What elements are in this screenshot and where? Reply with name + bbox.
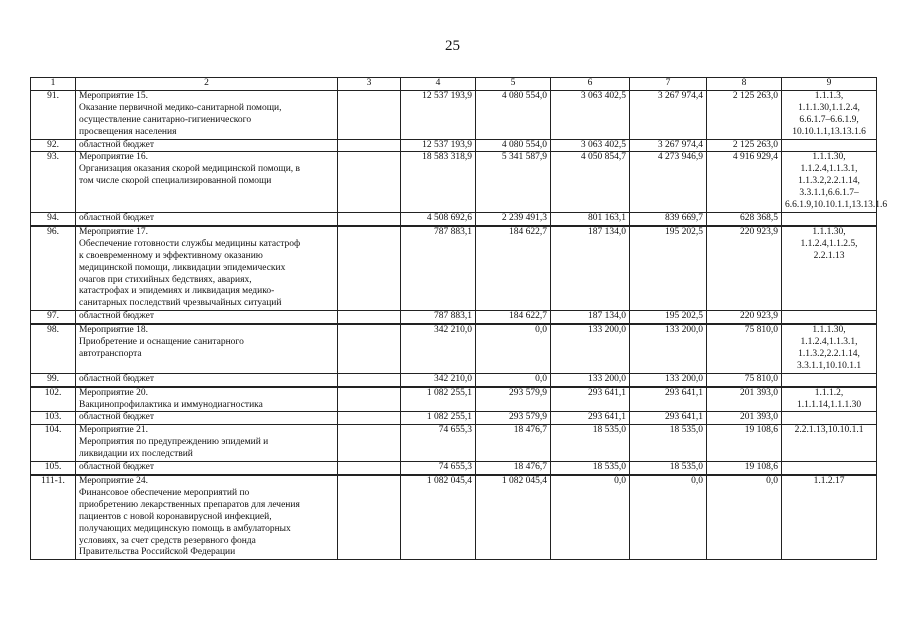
row-number: 96. (31, 226, 76, 311)
row-references (782, 387, 877, 412)
cell-col8: 75 810,0 (707, 324, 782, 373)
row-number: 93. (31, 152, 76, 213)
cell-col4: 342 210,0 (401, 324, 476, 373)
reference-line: 2.2.1.14, 3.3.1.1, (799, 176, 860, 199)
row-number: 102. (31, 387, 76, 412)
cell-col6: 801 163,1 (551, 212, 630, 225)
description-line: к своевременному и эффективному оказанию (79, 250, 263, 261)
description-line: очагов при стихийных бедствиях, авариях, (79, 274, 252, 285)
cell-col8: 220 923,9 (707, 311, 782, 324)
cell-col7: 195 202,5 (630, 311, 707, 324)
row-references (782, 311, 877, 324)
header-row (31, 78, 877, 91)
reference-line: 6.6.1.9, 10.10.1.1, (792, 114, 859, 137)
cell-col6: 187 134,0 (551, 311, 630, 324)
description-line: приобретению лекарственных препаратов для лечения (79, 499, 300, 510)
table-row (31, 412, 877, 425)
reference-line: 2.2.1.13, (794, 425, 828, 436)
cell-col3 (338, 412, 401, 425)
row-references (782, 462, 877, 475)
description-line: Обеспечение готовности службы медицины катастроф (79, 238, 301, 249)
row-references (782, 412, 877, 425)
description-line: получающих медицинскую помощь в амбулаторных (79, 523, 291, 534)
cell-col7: 133 200,0 (630, 373, 707, 386)
row-description (76, 475, 338, 560)
table-row (31, 373, 877, 386)
header-cell: 6 (551, 78, 630, 91)
reference-line: 1.1.1.30, 1.1.2.4, (800, 152, 846, 175)
description-line: санитарных последствий чрезвычайных ситуаций (79, 298, 282, 309)
header-cell: 1 (31, 78, 76, 91)
table-row (31, 324, 877, 373)
cell-col4: 787 883,1 (401, 311, 476, 324)
cell-col8: 0,0 (707, 475, 782, 560)
row-description (76, 139, 338, 152)
description-line: областной бюджет (79, 412, 155, 423)
cell-col5: 18 476,7 (476, 462, 551, 475)
row-description (76, 152, 338, 213)
description-line: Вакцинопрофилактика и иммунодиагностика (79, 399, 263, 410)
cell-col5: 4 080 554,0 (476, 90, 551, 139)
description-line: Организация оказания скорой медицинской помощи, в (79, 164, 301, 175)
row-references (782, 139, 877, 152)
description-line: Мероприятие 16. (79, 152, 149, 163)
header-cell: 3 (338, 78, 401, 91)
cell-col4: 12 537 193,9 (401, 139, 476, 152)
cell-col7: 18 535,0 (630, 425, 707, 462)
description-line: пациентов с новой коронавирусной инфекцией, (79, 511, 272, 522)
cell-col5: 5 341 587,9 (476, 152, 551, 213)
reference-line: 1.1.1.2, 1.1.1.14, (796, 387, 844, 410)
row-number: 104. (31, 425, 76, 462)
cell-col7: 133 200,0 (630, 324, 707, 373)
cell-col8: 19 108,6 (707, 462, 782, 475)
cell-col4: 1 082 255,1 (401, 387, 476, 412)
cell-col3 (338, 139, 401, 152)
table-row (31, 425, 877, 462)
cell-col6: 133 200,0 (551, 324, 630, 373)
description-line: Мероприятие 17. (79, 226, 149, 237)
row-description (76, 311, 338, 324)
table-body (31, 78, 888, 560)
table-row (31, 139, 877, 152)
row-number: 98. (31, 324, 76, 373)
description-line: Мероприятие 24. (79, 476, 149, 486)
cell-col6: 3 063 402,5 (551, 139, 630, 152)
cell-col8: 2 125 263,0 (707, 139, 782, 152)
table-row (31, 212, 877, 225)
cell-col7: 0,0 (630, 475, 707, 560)
row-description (76, 412, 338, 425)
reference-line: 10.10.1.1 (827, 425, 864, 436)
description-line: областной бюджет (79, 373, 155, 384)
row-description (76, 226, 338, 311)
table-row (31, 462, 877, 475)
cell-col5: 4 080 554,0 (476, 139, 551, 152)
cell-col4: 4 508 692,6 (401, 212, 476, 225)
description-line: Мероприятие 20. (79, 387, 149, 398)
row-number: 103. (31, 412, 76, 425)
cell-col3 (338, 152, 401, 213)
reference-line: 1.1.3.1, 1.1.3.2, (798, 164, 858, 187)
cell-col4: 1 082 255,1 (401, 412, 476, 425)
cell-col7: 3 267 974,4 (630, 90, 707, 139)
reference-line: 1.1.2.17 (813, 476, 845, 486)
reference-line: 1.1.2.5, 2.2.1.13 (813, 238, 858, 261)
cell-col4: 74 655,3 (401, 462, 476, 475)
cell-col3 (338, 425, 401, 462)
row-description (76, 212, 338, 225)
cell-col3 (338, 373, 401, 386)
row-number: 111-1. (31, 475, 76, 560)
row-references (782, 152, 888, 213)
description-line: автотранспорта (79, 348, 142, 359)
row-number: 97. (31, 311, 76, 324)
description-line: катастрофах и эпидемиях и ликвидация медико- (79, 286, 275, 297)
reference-line: 13.13.1.6 (851, 200, 888, 211)
description-line: Оказание первичной медико-санитарной помощи, (79, 102, 282, 113)
header-cell: 7 (630, 78, 707, 91)
cell-col7: 4 273 946,9 (630, 152, 707, 213)
cell-col7: 293 641,1 (630, 387, 707, 412)
header-cell: 9 (782, 78, 877, 91)
reference-line: 2.2.1.14, 3.3.1.1, (796, 348, 860, 371)
cell-col7: 195 202,5 (630, 226, 707, 311)
cell-col6: 133 200,0 (551, 373, 630, 386)
reference-line: 1.1.1.30, 1.1.2.4, (800, 325, 846, 348)
description-line: областной бюджет (79, 139, 155, 150)
cell-col5: 0,0 (476, 373, 551, 386)
cell-col8: 201 393,0 (707, 387, 782, 412)
header-cell: 2 (76, 78, 338, 91)
table-row (31, 152, 877, 213)
cell-col3 (338, 311, 401, 324)
cell-col4: 787 883,1 (401, 226, 476, 311)
description-line: Мероприятие 21. (79, 425, 149, 436)
cell-col5: 2 239 491,3 (476, 212, 551, 225)
cell-col8: 220 923,9 (707, 226, 782, 311)
cell-col8: 19 108,6 (707, 425, 782, 462)
cell-col3 (338, 90, 401, 139)
cell-col3 (338, 462, 401, 475)
cell-col3 (338, 475, 401, 560)
row-references (782, 324, 877, 373)
row-description (76, 462, 338, 475)
cell-col4: 18 583 318,9 (401, 152, 476, 213)
description-line: Приобретение и оснащение санитарного (79, 337, 244, 348)
description-line: Мероприятие 18. (79, 325, 149, 336)
row-description (76, 373, 338, 386)
table-row (31, 311, 877, 324)
reference-line: 10.10.1.1, (813, 200, 852, 211)
page-number: 25 (445, 38, 460, 54)
cell-col3 (338, 226, 401, 311)
cell-col4: 342 210,0 (401, 373, 476, 386)
cell-col4: 74 655,3 (401, 425, 476, 462)
description-line: медицинской помощи, ликвидации эпидемических (79, 262, 286, 273)
reference-line: 6.6.1.7–6.6.1.9, (785, 188, 859, 211)
row-description (76, 425, 338, 462)
row-references (782, 226, 877, 311)
description-line: просвещения населения (79, 126, 177, 137)
cell-col6: 0,0 (551, 475, 630, 560)
table-row (31, 90, 877, 139)
description-line: осуществление санитарно-гигиенического (79, 114, 252, 125)
row-number: 99. (31, 373, 76, 386)
description-line: Мероприятие 15. (79, 90, 149, 101)
cell-col8: 75 810,0 (707, 373, 782, 386)
cell-col8: 201 393,0 (707, 412, 782, 425)
description-line: областной бюджет (79, 311, 155, 322)
cell-col8: 628 368,5 (707, 212, 782, 225)
header-cell: 4 (401, 78, 476, 91)
row-references (782, 90, 877, 139)
cell-col5: 184 622,7 (476, 311, 551, 324)
cell-col4: 12 537 193,9 (401, 90, 476, 139)
cell-col7: 293 641,1 (630, 412, 707, 425)
row-description (76, 387, 338, 412)
description-line: условиях, за счет средств резервного фонда (79, 535, 256, 546)
cell-col5: 293 579,9 (476, 387, 551, 412)
header-cell: 5 (476, 78, 551, 91)
cell-col8: 2 125 263,0 (707, 90, 782, 139)
cell-col4: 1 082 045,4 (401, 475, 476, 560)
description-line: ликвидации их последствий (79, 449, 193, 460)
cell-col6: 18 535,0 (551, 425, 630, 462)
cell-col3 (338, 324, 401, 373)
table-row (31, 226, 877, 311)
reference-line: 13.13.1.6 (830, 126, 866, 137)
reference-line: 10.10.1.1 (825, 360, 862, 371)
budget-table (30, 77, 888, 560)
row-number: 94. (31, 212, 76, 225)
cell-col3 (338, 387, 401, 412)
cell-col6: 293 641,1 (551, 387, 630, 412)
cell-col5: 18 476,7 (476, 425, 551, 462)
cell-col7: 18 535,0 (630, 462, 707, 475)
row-description (76, 324, 338, 373)
table-row (31, 387, 877, 412)
row-references (782, 425, 877, 462)
header-cell: 8 (707, 78, 782, 91)
row-number: 91. (31, 90, 76, 139)
cell-col5: 1 082 045,4 (476, 475, 551, 560)
row-number: 105. (31, 462, 76, 475)
description-line: областной бюджет (79, 212, 155, 223)
description-line: Мероприятия по предупреждению эпидемий и (79, 437, 269, 448)
reference-line: 1.1.1.30, 1.1.2.4, (800, 226, 846, 249)
row-description (76, 90, 338, 139)
row-references (782, 475, 877, 560)
cell-col5: 293 579,9 (476, 412, 551, 425)
reference-line: 1.1.3.1, 1.1.3.2, (798, 337, 858, 359)
row-number: 92. (31, 139, 76, 152)
cell-col7: 839 669,7 (630, 212, 707, 225)
cell-col5: 184 622,7 (476, 226, 551, 311)
reference-line: 1.1.2.4, 6.6.1.7– (799, 102, 860, 125)
description-line: областной бюджет (79, 462, 155, 473)
description-line: Финансовое обеспечение мероприятий по (79, 487, 250, 498)
description-line: Правительства Российской Федерации (79, 547, 236, 558)
cell-col6: 4 050 854,7 (551, 152, 630, 213)
cell-col3 (338, 212, 401, 225)
row-references (782, 373, 877, 386)
table-row (31, 475, 877, 560)
cell-col6: 3 063 402,5 (551, 90, 630, 139)
cell-col6: 18 535,0 (551, 462, 630, 475)
cell-col7: 3 267 974,4 (630, 139, 707, 152)
cell-col5: 0,0 (476, 324, 551, 373)
row-references (782, 212, 877, 225)
cell-col6: 187 134,0 (551, 226, 630, 311)
cell-col6: 293 641,1 (551, 412, 630, 425)
cell-col8: 4 916 929,4 (707, 152, 782, 213)
description-line: том числе скорой специализированной помощи (79, 176, 272, 187)
reference-line: 1.1.1.3, 1.1.1.30, (798, 90, 844, 113)
reference-line: 1.1.1.30 (830, 399, 862, 410)
